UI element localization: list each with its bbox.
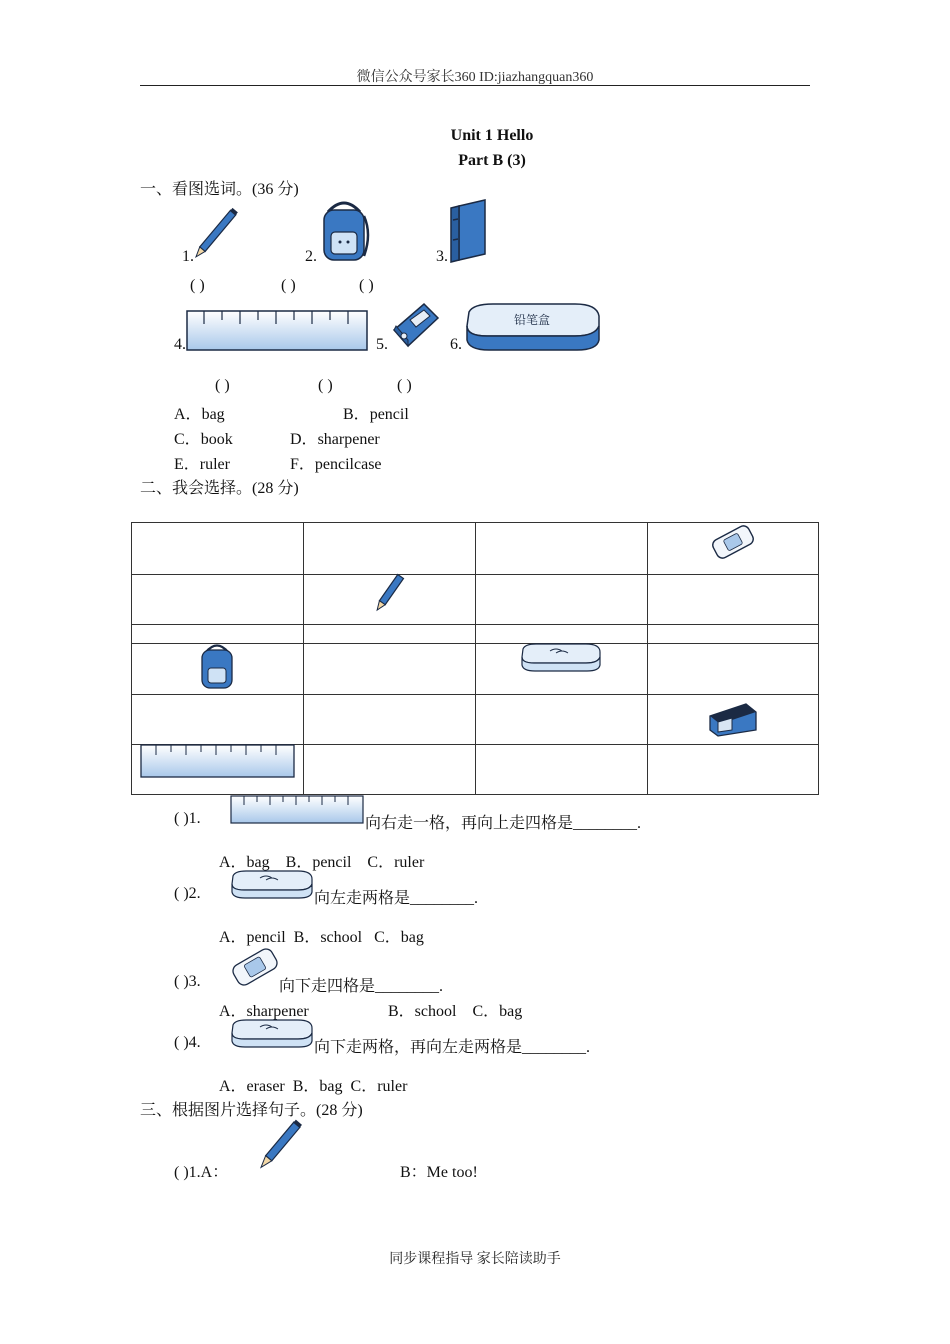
question2-2-paren[interactable]: ( )2. [174, 885, 201, 902]
eraser-icon [710, 524, 756, 560]
question2-3-paren[interactable]: ( )3. [174, 973, 201, 990]
pencil-case-picture [463, 302, 601, 352]
question2-1-text: 向右走一格，再向上走四格是________. [365, 815, 642, 832]
pencil-icon [256, 1118, 302, 1174]
answer-blank-5[interactable]: ( ) [318, 377, 333, 394]
question3-1-b: B：Me too! [400, 1164, 478, 1181]
eraser-icon [230, 946, 280, 988]
unit-title: Unit 1 Hello [450, 127, 534, 144]
pencil-case-icon [230, 1019, 314, 1049]
picture-number-6: 6. [450, 336, 462, 353]
ruler-icon [140, 744, 296, 780]
question2-3-option-bc: B．school C．bag [388, 1003, 523, 1020]
question2-2-options: A．pencil B．school C．bag [219, 929, 424, 946]
backpack-icon [198, 642, 236, 690]
pencil-case-label: 铅笔盒 [513, 313, 550, 327]
pencil-case-icon [230, 870, 314, 900]
sharpener-icon [390, 300, 442, 350]
picture-number-3: 3. [436, 248, 448, 265]
answer-blank-6[interactable]: ( ) [397, 377, 412, 394]
section3-heading: 三、根据图片选择句子。(28 分) [140, 1102, 363, 1119]
option-f: F．pencilcase [290, 456, 382, 473]
page-header: 微信公众号家长360 ID:jiazhangquan360 [356, 70, 594, 85]
question2-1-paren[interactable]: ( )1. [174, 810, 201, 827]
question2-3-text: 向下走四格是________. [279, 978, 444, 995]
picture-number-5: 5. [376, 336, 388, 353]
pencil-icon [372, 573, 406, 615]
answer-blank-3[interactable]: ( ) [359, 277, 374, 294]
question2-3-option-a: A．sharpener [219, 1003, 309, 1020]
answer-blank-1[interactable]: ( ) [190, 277, 205, 294]
question2-4-paren[interactable]: ( )4. [174, 1034, 201, 1051]
part-title: Part B (3) [458, 152, 526, 169]
picture-number-4: 4. [174, 336, 186, 353]
option-a: A．bag [174, 406, 225, 423]
ruler-icon [186, 310, 368, 352]
ruler-icon [230, 795, 364, 825]
backpack-icon [318, 198, 370, 264]
answer-blank-4[interactable]: ( ) [215, 377, 230, 394]
question2-2-text: 向左走两格是________. [314, 890, 479, 907]
pencil-icon [193, 206, 237, 264]
option-c: C．book [174, 431, 233, 448]
option-b: B．pencil [343, 406, 409, 423]
picture-number-2: 2. [305, 248, 317, 265]
book-icon [449, 200, 489, 262]
pencil-case-icon [520, 643, 602, 673]
question3-1-paren[interactable]: ( )1.A： [174, 1164, 229, 1181]
question2-4-options: A．eraser B．bag C．ruler [219, 1078, 408, 1095]
header-divider [140, 85, 810, 86]
question2-1-options: A．bag B．pencil C．ruler [219, 854, 425, 871]
section1-heading: 一、看图选词。(36 分) [140, 181, 299, 198]
section2-heading: 二、我会选择。(28 分) [140, 480, 299, 497]
picture-number-1: 1. [182, 248, 194, 265]
question2-4-text: 向下走两格，再向左走两格是________. [314, 1039, 591, 1056]
answer-blank-2[interactable]: ( ) [281, 277, 296, 294]
option-e: E．ruler [174, 456, 230, 473]
option-d: D．sharpener [290, 431, 380, 448]
sharpener-icon [706, 700, 758, 738]
page-footer: 同步课程指导 家长陪读助手 [389, 1252, 561, 1267]
